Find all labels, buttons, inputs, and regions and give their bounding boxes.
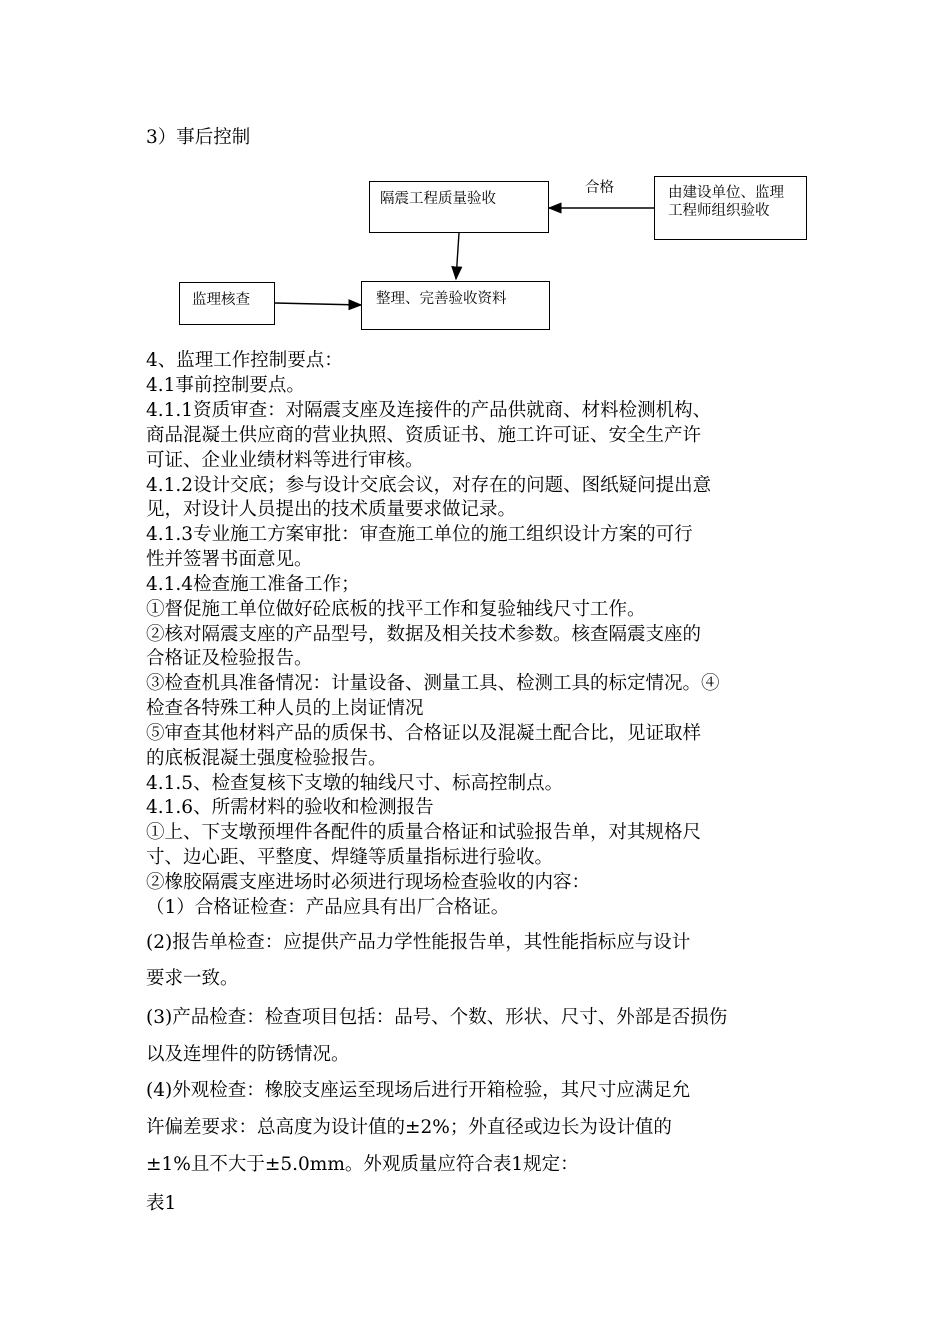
supervision-box	[179, 282, 275, 325]
organize-box-line1: 由建设单位、监理	[668, 185, 784, 201]
body-line: ①督促施工单位做好砼底板的找平工作和复验轴线尺寸工作。	[146, 599, 646, 620]
body-line: 4.1.4检查施工准备工作；	[146, 574, 360, 595]
body-line: 要求一致。	[146, 968, 239, 989]
body-line: 4.1.3专业施工方案审批：审查施工单位的施工组织设计方案的可行	[146, 524, 693, 545]
body-line: ±1%且不大于±5.0mm。外观质量应符合表1规定：	[146, 1154, 579, 1175]
body-line: ⑤审查其他材料产品的质保书、合格证以及混凝土配合比，见证取样	[146, 723, 702, 744]
acceptance-box	[369, 181, 549, 233]
body-line: 4.1.2设计交底；参与设计交底会议，对存在的问题、图纸疑问提出意	[146, 475, 712, 496]
body-line: 检查各特殊工种人员的上岗证情况	[146, 698, 424, 719]
body-line: 合格证及检验报告。	[146, 648, 313, 669]
body-line: 4、监理工作控制要点：	[146, 350, 343, 371]
body-line: 4.1事前控制要点。	[146, 375, 305, 396]
acceptance-box-label: 隔震工程质量验收	[380, 191, 496, 207]
body-line: 4.1.5、检查复核下支墩的轴线尺寸、标高控制点。	[146, 773, 564, 794]
body-line: 的底板混凝土强度检验报告。	[146, 748, 387, 769]
supervision-box-label: 监理核查	[192, 292, 250, 308]
body-line: 以及连埋件的防锈情况。	[146, 1044, 350, 1065]
body-line: 4.1.6、所需材料的验收和检测报告	[146, 797, 434, 818]
body-line: ①上、下支墩预埋件各配件的质量合格证和试验报告单，对其规格尺	[146, 822, 702, 843]
body-line: 见，对设计人员提出的技术质量要求做记录。	[146, 499, 517, 520]
table-caption: 表1	[146, 1193, 177, 1214]
section-heading: 3）事后控制	[146, 127, 251, 148]
organize-box-line2: 工程师组织验收	[668, 203, 770, 219]
body-line: 4.1.1资质审查：对隔震支座及连接件的产品供就商、材料检测机构、	[146, 400, 712, 421]
documents-box	[361, 281, 550, 330]
body-line: (2)报告单检查：应提供产品力学性能报告单，其性能指标应与设计	[146, 932, 691, 953]
body-line: 可证、企业业绩材料等进行审核。	[146, 450, 424, 471]
arrow-acceptance-to-documents	[456, 233, 459, 279]
documents-box-label: 整理、完善验收资料	[376, 291, 507, 307]
body-line: 寸、边心距、平整度、焊缝等质量指标进行验收。	[146, 847, 554, 868]
body-line: 许偏差要求：总高度为设计值的±2%；外直径或边长为设计值的	[146, 1117, 672, 1138]
body-line: ②核对隔震支座的产品型号，数据及相关技术参数。核查隔震支座的	[146, 624, 702, 645]
qualified-label: 合格	[585, 180, 614, 196]
body-line: 性并签署书面意见。	[146, 549, 313, 570]
organize-box	[654, 176, 807, 240]
body-line: ②橡胶隔震支座进场时必须进行现场检查验收的内容：	[146, 872, 591, 893]
body-line: ③检查机具准备情况：计量设备、测量工具、检测工具的标定情况。④	[146, 673, 720, 694]
body-line: 商品混凝土供应商的营业执照、资质证书、施工许可证、安全生产许	[146, 425, 702, 446]
body-line: (4)外观检查：橡胶支座运至现场后进行开箱检验，其尺寸应满足允	[146, 1080, 691, 1101]
body-line: （1）合格证检查：产品应具有出厂合格证。	[146, 897, 510, 918]
arrow-supervision-to-documents	[275, 303, 361, 305]
body-line: (3)产品检查：检查项目包括：品号、个数、形状、尺寸、外部是否损伤	[146, 1007, 728, 1028]
